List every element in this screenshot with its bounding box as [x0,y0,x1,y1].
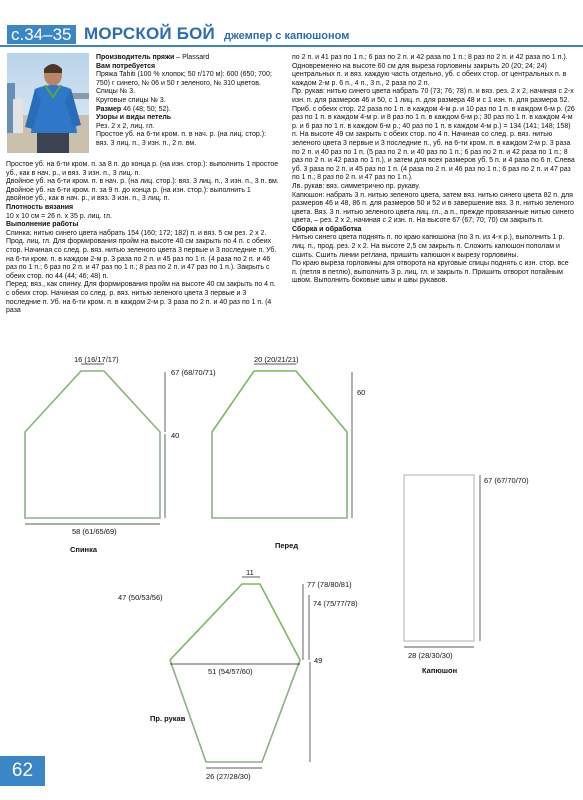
sleeve-bottom-label: 26 (27/28/30) [206,772,251,781]
back-width-label: 58 (61/65/69) [72,527,117,536]
hood-name-label: Капюшон [422,666,458,675]
sleeve-left-raglan-label: 47 (50/53/56) [118,593,163,602]
back-raglan-label: 67 (68/70/71) [171,368,216,377]
sleeve-right-raglan-2-label: 74 (75/77/78) [313,599,358,608]
front-name-label: Перед [275,541,299,550]
paragraph-heading: Размер [96,105,122,113]
paragraph-heading: Узоры и виды петель [96,114,172,122]
paragraph-text: Двойное уб. на 6-ти кром. п. за 9 п. до конца р. (на изн. стор.): выполнить 1 двойное уб., как в нач. р., и вяз. 3 изн. п., 3 лиц. п. [6,186,251,203]
paragraph-text: Рез. 2 х 2, лиц. гл. [96,122,155,130]
back-outline [25,371,160,518]
sleeve-top-label: 11 [246,568,254,577]
paragraph-text: Простое уб. на 6-ти кром. п. за 8 п. до конца р. (на изн. стор.): выполнить 1 простое уб., как в нач. р., и вяз. 3 изн. п., 3 лиц. п. [6,161,279,177]
paragraph-text: – Plassard [174,54,210,61]
back-top-width-label: 16 (16/17/17) [74,355,119,364]
paragraph-text: Спицы № 3. [96,88,136,96]
paragraph-text: по 2 п. и 41 раз по 1 п.; 6 раз по 2 п. и 42 раза по 1 п.; 8 раз по 2 п. и 42 раза по 1 п.). Одновременно на высоте 60 см для выреза горловины закрыть 20 (20; 24; 24) центральных п. и вяз. каждую часть отдельно, уб. с обеих стор. от центральных п. в каждом 2-м р. 6 п., 4 п., 3 п., 2 раза по 2 п. [292,54,568,87]
paragraph-text: Пряжа Tahiti (100 % хлопок; 50 г/170 м): 600 (650; 700; 750) г синего, № 06 и 50 г зеленого, № 310 цветов. [96,71,272,87]
paragraph-heading: Вам потребуется [96,62,156,70]
hood-height-label: 67 (67/70/70) [484,476,529,485]
paragraph-text: Двойное уб. на 6-ти кром. п. в нач. р. (на лиц. стор.): вяз. 3 лиц. п., 3 изн. п., 3 п. вм. [6,178,279,186]
sleeve-width-label: 51 (54/57/60) [208,667,253,676]
paragraph-text: Прод. лиц. гл. Для формирования пройм на высоте 40 см закрыть по 4 п. с обеих стор. Начиная со след. р. вяз. нитью зеленого цвета 3 первые и 3 последние п. Уб. на 6-ти кром. п. в каждом 2-м р. 3 раза по 2 п. и 45 раз по 1 п. (4 раза по 2 п. и 46 раз по 1 п.; 6 раз по 2 п. и 47 раз по 1 п.; 8 раз по 2 п. и 47 раз по 1 п.). Закрыть с обеих стор. по 44 (44; 46; 48) п. [6,238,277,280]
sleeve-side-label: 49 [314,656,323,665]
paragraph-text: Спинка: нитью синего цвета набрать 154 (160; 172; 182) п. и вяз. 5 см рез. 2 х 2. [6,229,267,237]
paragraph-text: Нитью синего цвета поднять п. по краю капюшона (по 3 п. из 4-х р.), выполнить 1 р. лиц. п., прод. рез. 2 х 2. На высоте 2,5 см закрыть п. Сложить капюшон пополам и сшить. Сшить линии реглана, пришить капюшон к вырезу горловины. [292,234,565,259]
hood-width-label: 28 (28/30/30) [408,651,453,660]
page-range-badge: с.34–35 [7,25,76,44]
paragraph-heading: Производитель пряжи [96,54,175,61]
paragraph-text: Круговые спицы № 3. [96,96,166,104]
paragraph-heading: Плотность вязания [6,203,74,211]
paragraph-text: Простое уб. на 6-ти кром. п. в нач. р. (на лиц. стор.): вяз. 3 лиц. п., 3 изн. п., 2 п. вм. [96,131,267,147]
front-height-label: 60 [357,388,366,397]
paragraph-text: 10 х 10 см = 26 п. х 35 р. лиц. гл. [6,212,112,220]
page-number: 62 [0,756,45,786]
paragraph-text: Капюшон: набрать 3 п. нитью зеленого цвета, затем вяз. нитью синего цвета 82 п. для размеров 46 и 48, 86 п. для размеров 50 и 52 и в завершение вяз. 3 п. нитью зеленого цвета. Вяз. 3 п. нитью зеленого цвета лиц. гл., а п., прежде провязанные нитью синего цвета, – рез. 2 х 2, начиная с 2 изн. п. На высоте 67 (67; 70; 70) см закрыть п. [292,191,574,225]
paragraph-heading: Сборка и обработка [292,225,362,233]
sleeve-right-raglan-1-label: 77 (78/80/81) [307,580,352,589]
paragraph-heading: Выполнение работы [6,221,79,229]
paragraph-text: Пр. рукав: нитью синего цвета набрать 70 (73; 76; 78) п. и вяз. рез. 2 х 2, начиная с 2-х изн. п. для размеров 46 и 50, с 1 лиц. п. для размера 48 и с 1 изн. п. для размера 52. Приб. с обеих стор. 22 раза по 1 п. в каждом 4-м р. и 10 раз по 1 п. в каждом 6-м р. (26 раз по 1 п. в каждом 4-м р. и 8 раз по 1 п. в каждом 6-м р.; 30 раз по 1 п. в каждом 4-м р. и 6 раз по 1 п. в каждом 6-м р.; 40 раз по 1 п. в каждом 4-м р.) = 134 (141; 148; 158) п. На высоте 49 см закрыть с обеих стор. по 4 п. Начиная со след. р. вяз. нитью зеленого цвета 3 первые и 3 последние п., уб. на 6-ти кром. п. в каждом 2-м р. 3 раза по 2 п. и 40 раз по 1 п. (5 раз по 2 п. и 40 раз по 1 п.; 6 раз по 2 п. и 42 раза по 1 п.; 8 раз по 2 п. и 42 раза по 1 п.), и затем для всех размеров уб. 5 п. и 4 раза по 6 п. Слева уб. 3 раза по 2 п. и 45 раз по 1 п. (4 раза по 2 п. и 46 раз по 1 п.; 6 раз по 2 п. и 47 раз по 1 п.; 8 раз по 2 п. и 47 раз по 1 п.). [292,88,575,182]
back-name-label: Спинка [70,545,98,554]
paragraph-text: 46 (48; 50; 52). [121,105,171,113]
hood-outline [404,475,474,641]
sleeve-name-label: Пр. рукав [150,714,186,723]
front-outline [212,371,347,518]
paragraph-text: Перед: вяз., как спинку. Для формирования пройм на высоте 40 см закрыть по 4 п. с обеих стор. Начиная со след. р. вяз. нитью зеленого цвета 3 первые и 3 последние п. Уб. на 6-ти кром. п. в каждом 2-м р. 3 раза по 2 п. и 40 раз по 1 п. (4 раза [6,281,276,315]
pattern-subtitle: джемпер с капюшоном [224,30,350,42]
back-side-label: 40 [171,431,180,440]
paragraph-text: По краю выреза горловины для отворота на круговые спицы поднять с изн. стор. все п. (петля в петлю), выполнить 3 р. лиц. гл. и закрыть п. Пришить отворот потайным швом. Выполнить боковые швы и швы рукавов. [292,260,569,285]
paragraph-text: Лв. рукав: вяз. симметрично пр. рукаву. [292,182,421,190]
front-top-width-label: 20 (20/21/21) [254,355,299,364]
pattern-title: МОРСКОЙ БОЙ [84,24,215,43]
